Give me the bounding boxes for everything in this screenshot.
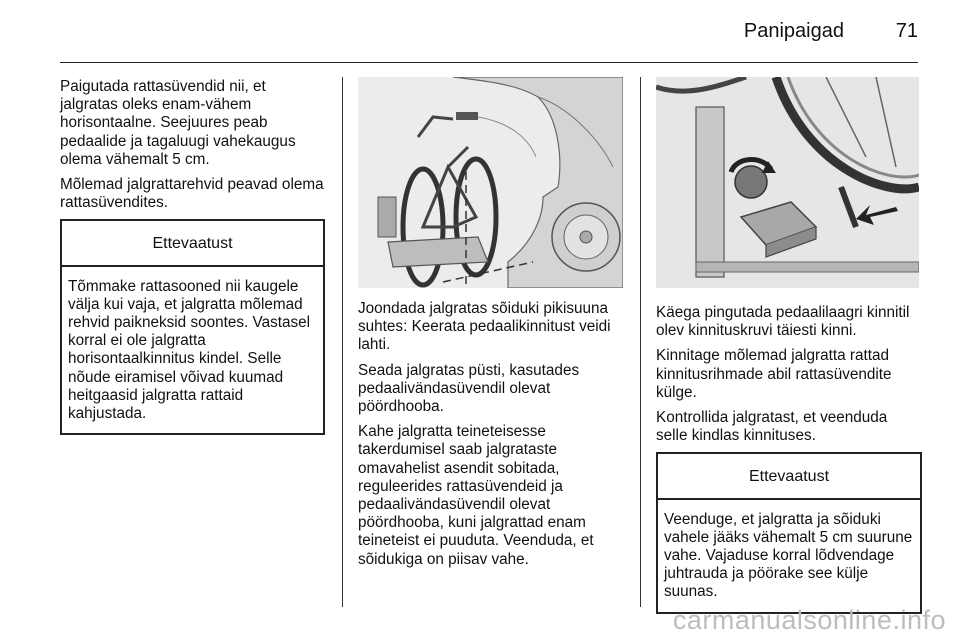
caution-title: Ettevaatust [62,221,323,266]
section-title: Panipaigad [743,20,844,42]
column-1 [60,78,325,435]
pedal-clamp-illustration [656,77,919,288]
paragraph: Kahe jalgratta teineteisesse takerdumisel saab jalgrataste omavahelist asendit sobitada, reguleerides rattasüvendeid ja pedaalivändasüvendil olevat pöördhooba, kuni jalgrattad enam teineteist ei puuduta. Veenduda, et sõidukiga on piisav vahe. [358,423,594,568]
paragraph: Joondada jalgratas sõiduki pikisuuna suhtes: Keerata pedaalikinnitust veidi lahti. [358,300,611,354]
caution-text: Veenduge, et jalgratta ja sõiduki vahele jääks vähemalt 5 cm suurune vahe. Vajaduse korral lõdvendage juhtrauda ja pöörake see külje suunas. [664,510,913,601]
page-number: 71 [895,20,918,42]
paragraph: Kinnitage mõlemad jalgratta rattad kinnitusrihmade abil rattasüvendite külge. [656,347,892,401]
page-header [60,0,918,63]
bike-carrier-illustration [358,77,623,288]
paragraph: Käega pingutada pedaalilaagri kinnitil olev kinnituskruvi täiesti kinni. [656,304,910,340]
paragraph: Mõlemad jalgrattarehvid peavad olema rattasüvendites. [60,176,324,212]
pedal-clamp-drawing [656,77,919,288]
caution-title: Ettevaatust [658,454,920,499]
caution-text: Tõmmake rattasooned nii kaugele välja kui vaja, et jalgratta mõlemad rehvid paikneksid soontes. Vastasel korral ei ole jalgratta horisontaalkinnitus kindel. Selle nõude eiramisel võivad kuumad heitgaasid jalgratta rattaid kahjustada. [68,277,311,423]
column-2 [358,300,628,576]
column-divider [342,77,343,607]
paragraph: Kontrollida jalgratast, et veenduda selle kindlas kinnituses. [656,409,888,445]
column-divider [640,77,641,607]
paragraph: Paigutada rattasüvendid nii, et jalgratas oleks enam-vähem horisontaalne. Seejuures peab pedaalide ja tagaluugi vahekaugus olema vähemalt 5 cm. [60,78,296,168]
bike-carrier-drawing [358,77,623,288]
caution-box [656,452,922,613]
watermark: carmanualsonline.info [672,605,946,635]
paragraph: Seada jalgratas püsti, kasutades pedaalivändasüvendil olevat pöördhooba. [358,361,580,416]
column-3 [656,304,922,614]
caution-box [60,219,325,435]
